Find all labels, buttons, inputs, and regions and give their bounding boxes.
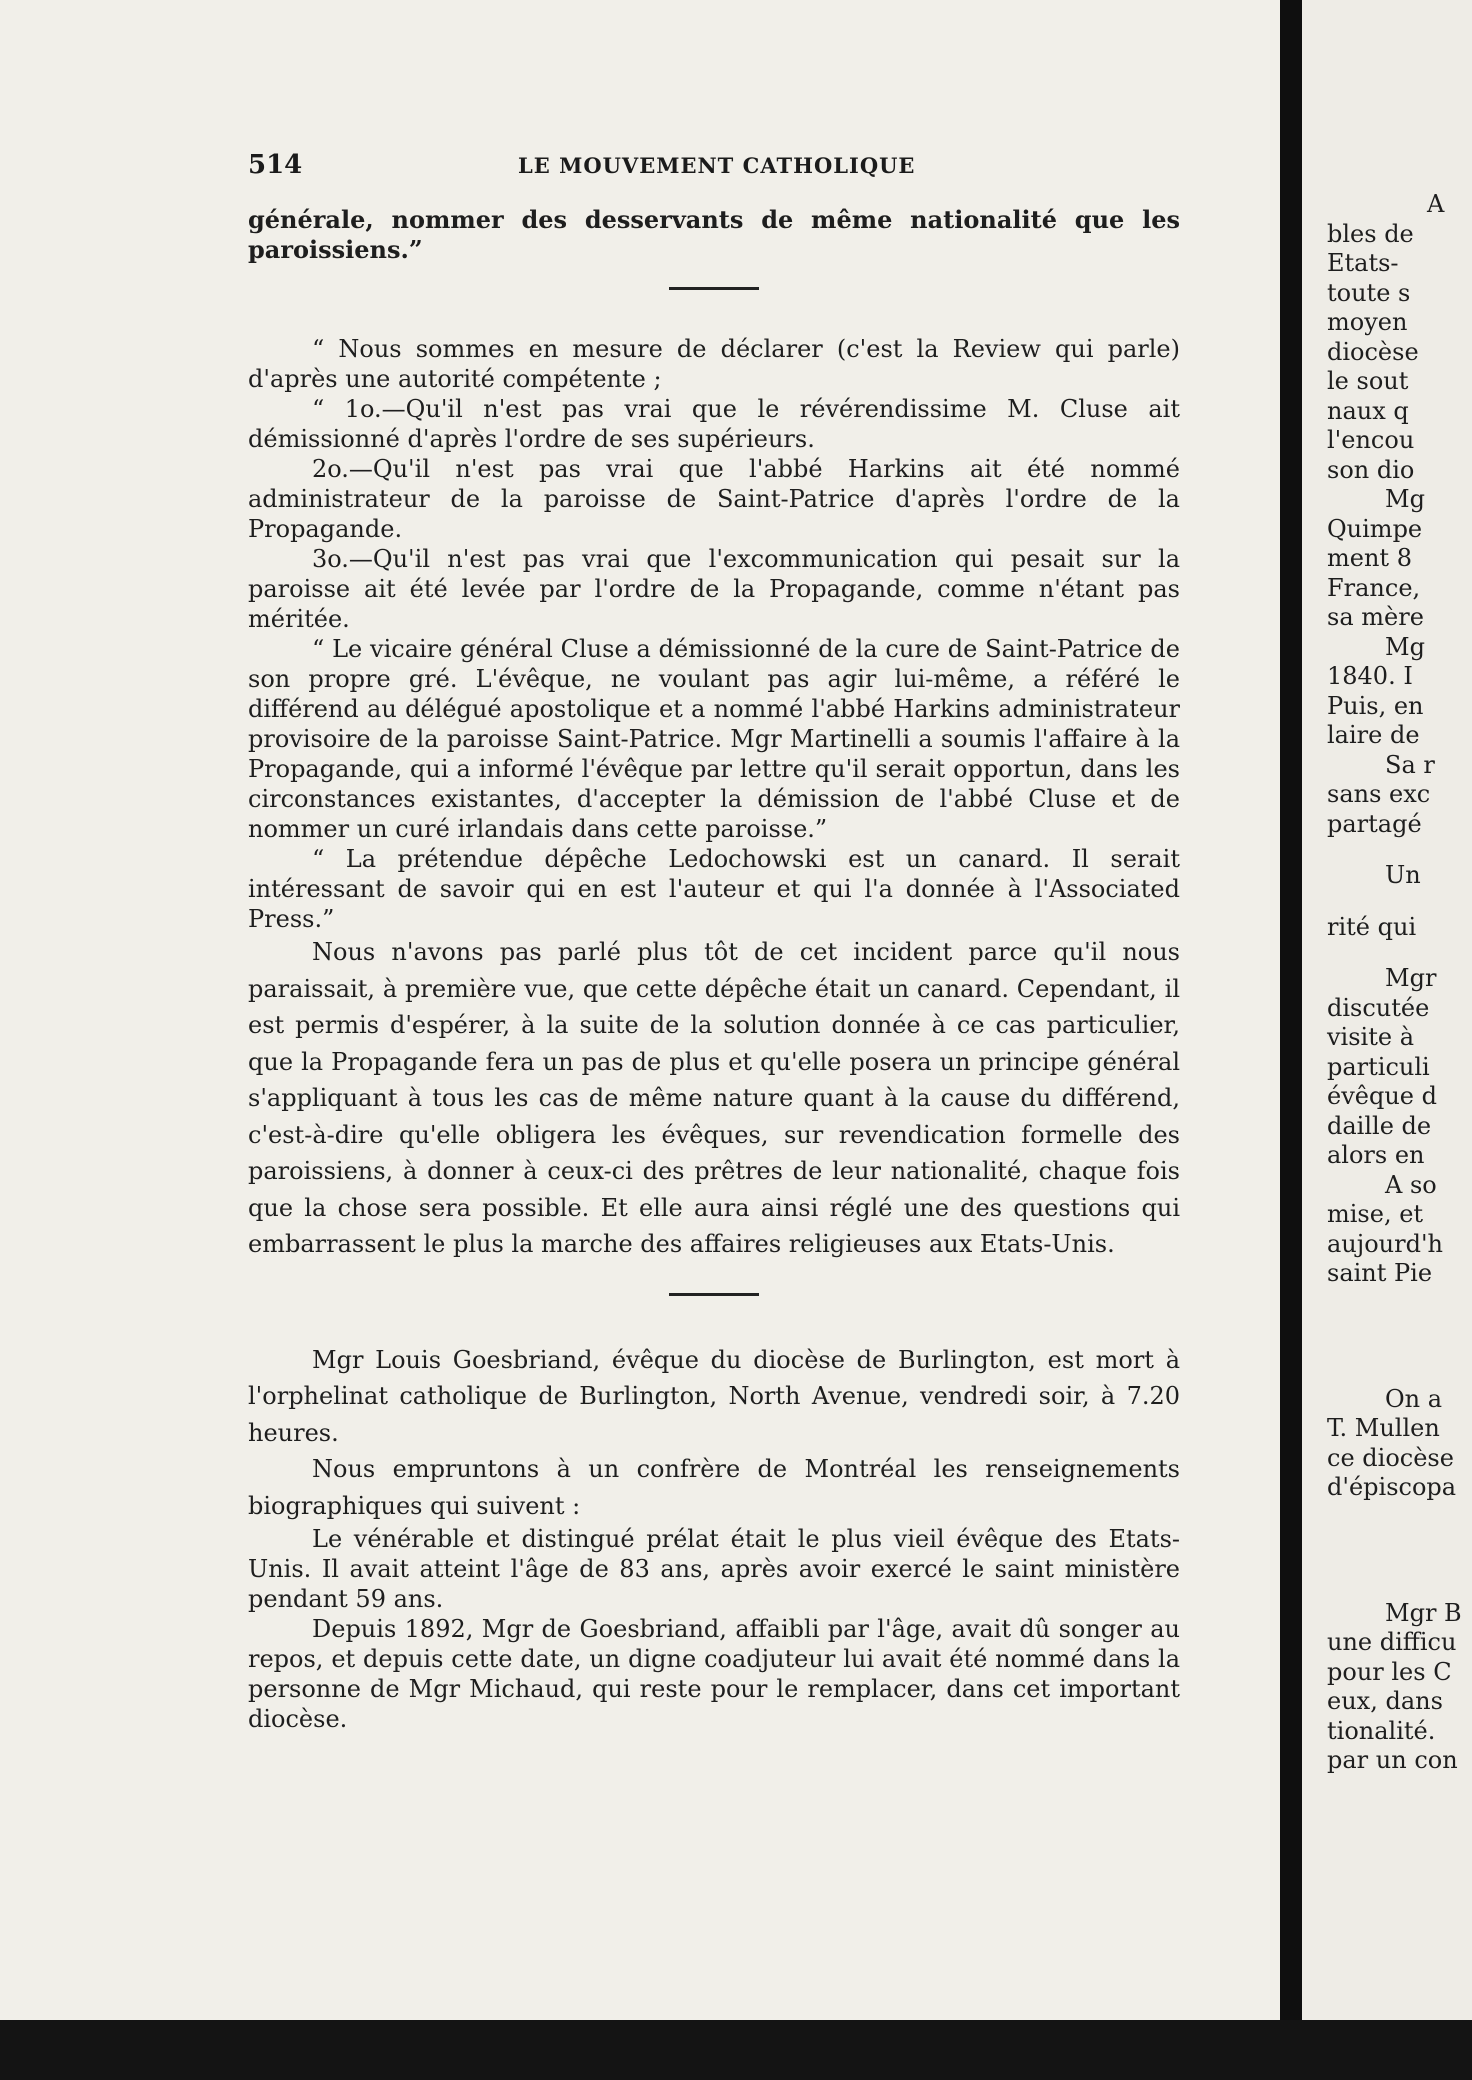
- right-line: par un con: [1327, 1746, 1458, 1774]
- paragraph-12: Depuis 1892, Mgr de Goesbriand, affaibli par l'âge, avait dû songer au repos, et depuis cette date, un digne coadjuteur lui avait été nommé dans la personne de Mgr Michaud, qui reste pour le remplacer, dans cet important diocèse.: [248, 1615, 1180, 1733]
- right-line: daille de: [1327, 1111, 1432, 1140]
- right-line: sa mère: [1327, 603, 1424, 631]
- right-line: diocèse: [1327, 337, 1419, 366]
- right-line: mise, et: [1327, 1200, 1424, 1228]
- right-line: particuli: [1327, 1052, 1430, 1081]
- right-line: ce diocèse: [1327, 1443, 1454, 1472]
- right-line: naux q: [1327, 396, 1409, 425]
- spacer: [1327, 839, 1472, 861]
- right-line: Etats-: [1327, 249, 1399, 277]
- paragraph-4: 2o.—Qu'il n'est pas vrai que l'abbé Harkins ait été nommé administrateur de la paroisse de Saint-Patrice d'après l'ordre de la Propagande.: [248, 455, 1180, 543]
- right-line: discutée: [1327, 993, 1430, 1022]
- paragraph-3: “ 1o.—Qu'il n'est pas vrai que le révérendissime M. Cluse ait démissionné d'après l'ordre de ses supérieurs.: [248, 395, 1180, 453]
- right-line: d'épiscopa: [1327, 1473, 1457, 1501]
- right-line: Un: [1385, 861, 1421, 889]
- right-line: Mgr B: [1385, 1598, 1462, 1627]
- paragraph-1: générale, nommer des desservants de même nationalité que les paroissiens.”: [248, 205, 1180, 264]
- scan-bottom-edge: [0, 2020, 1472, 2080]
- right-line: son dio: [1327, 455, 1415, 484]
- right-line: aujourd'h: [1327, 1229, 1444, 1258]
- right-line: Mg: [1385, 485, 1425, 513]
- right-line: sans exc: [1327, 780, 1431, 808]
- right-page-column: [1327, 190, 1472, 1776]
- right-line: rité qui: [1327, 912, 1417, 941]
- right-line: Quimpe: [1327, 514, 1423, 543]
- paragraph-5: 3o.—Qu'il n'est pas vrai que l'excommunication qui pesait sur la paroisse ait été levée par l'ordre de la Propagande, comme n'étant pas méritée.: [248, 545, 1180, 633]
- right-line: l'encou: [1327, 426, 1415, 454]
- section-divider: [669, 287, 759, 290]
- book-gutter: [1280, 0, 1302, 2020]
- paragraph-2: “ Nous sommes en mesure de déclarer (c'est la Review qui parle) d'après une autorité compétente ;: [248, 335, 1180, 393]
- right-line: alors en: [1327, 1141, 1425, 1169]
- paragraph-9: Mgr Louis Goesbriand, évêque du diocèse de Burlington, est mort à l'orphelinat catholique de Burlington, North Avenue, vendredi soir, à 7.20 heures.: [248, 1345, 1180, 1447]
- right-line: une difficu: [1327, 1628, 1457, 1656]
- right-line: eux, dans: [1327, 1687, 1443, 1715]
- right-line: Puis, en: [1327, 691, 1424, 720]
- right-line: ment 8: [1327, 544, 1412, 572]
- spacer: [1327, 1289, 1472, 1385]
- right-line: laire de: [1327, 721, 1420, 749]
- running-title: LE MOUVEMENT CATHOLIQUE: [518, 153, 916, 178]
- article-body: [248, 205, 1180, 1734]
- right-line: saint Pie: [1327, 1259, 1433, 1287]
- right-line: Sa r: [1385, 750, 1435, 779]
- paragraph-10: Nous empruntons à un confrère de Montréal les renseignements biographiques qui suivent :: [248, 1455, 1180, 1520]
- right-line: A so: [1385, 1170, 1437, 1199]
- right-line: Mgr: [1385, 964, 1437, 992]
- spacer: [1327, 1503, 1472, 1599]
- right-line: toute s: [1327, 278, 1411, 307]
- right-page: [1302, 0, 1472, 2020]
- page-number: 514: [248, 150, 303, 180]
- right-line: partagé: [1327, 809, 1422, 838]
- page-header: [248, 150, 1178, 184]
- right-line: le sout: [1327, 367, 1409, 395]
- right-line: T. Mullen: [1327, 1414, 1440, 1442]
- right-line: tionalité.: [1327, 1716, 1436, 1745]
- right-line: moyen: [1327, 308, 1408, 336]
- right-line: On a: [1385, 1384, 1443, 1413]
- paragraph-11: Le vénérable et distingué prélat était le plus vieil évêque des Etats-Unis. Il avait atteint l'âge de 83 ans, après avoir exercé le saint ministère pendant 59 ans.: [248, 1525, 1180, 1613]
- paragraph-6: “ Le vicaire général Cluse a démissionné de la cure de Saint-Patrice de son propre gré. L'évêque, ne voulant pas agir lui-même, a référé le différend au délégué apostolique et a nommé l'abbé Harkins administrateur provisoire de la paroisse Saint-Patrice. Mgr Martinelli a soumis l'affaire à la Propagande, qui a informé l'évêque par lettre qu'il serait opportun, dans les circonstances existantes, d'accepter la démission de l'abbé Cluse et de nommer un curé irlandais dans cette paroisse.”: [248, 635, 1180, 843]
- right-line: France,: [1327, 573, 1421, 602]
- section-divider: [669, 1293, 759, 1296]
- spacer: [1327, 891, 1472, 913]
- spacer: [1327, 942, 1472, 964]
- right-line: évêque d: [1327, 1082, 1437, 1110]
- right-line: bles de: [1327, 219, 1414, 248]
- right-line: 1840. I: [1327, 662, 1413, 690]
- paragraph-8: Nous n'avons pas parlé plus tôt de cet incident parce qu'il nous paraissait, à première vue, que cette dépêche était un canard. Cependant, il est permis d'espérer, à la suite de la solution donnée à ce cas particulier, que la Propagande fera un pas de plus et qu'elle posera un principe général s'appliquant à tous les cas de même nature quant à la cause du différend, c'est-à-dire qu'elle obligera les évêques, sur revendication formelle des paroissiens, à donner à ceux-ci des prêtres de leur nationalité, chaque fois que la chose sera possible. Et elle aura ainsi réglé une des questions qui embarrassent le plus la marche des affaires religieuses aux Etats-Unis.: [248, 938, 1180, 1258]
- paragraph-7: “ La prétendue dépêche Ledochowski est un canard. Il serait intéressant de savoir qui en est l'auteur et qui l'a donnée à l'Associated Press.”: [248, 845, 1180, 933]
- right-line: visite à: [1327, 1023, 1415, 1051]
- right-line: Mg: [1385, 632, 1425, 661]
- right-line: A: [1427, 190, 1445, 218]
- right-line: pour les C: [1327, 1657, 1452, 1686]
